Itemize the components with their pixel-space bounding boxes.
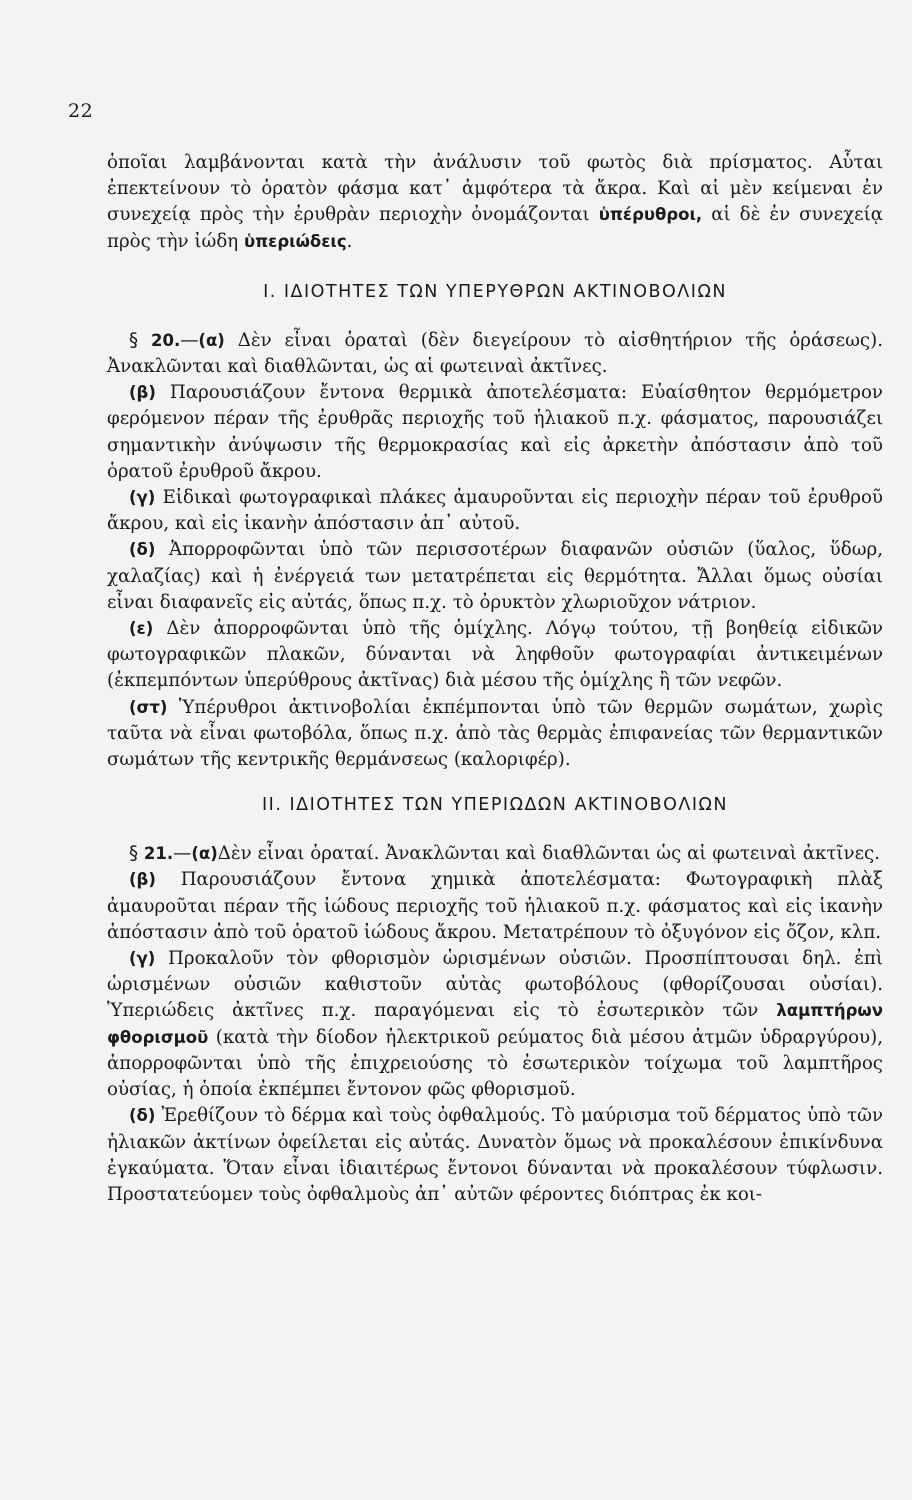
item-text: Δὲν εἶναι ὁραταὶ (δὲν διεγείρουν τὸ αἰσθητήριον τῆς ὁράσεως). Ἀνακλῶνται καὶ διαθλῶνται, ὡς αἱ φωτειναὶ ἀκτῖνες.	[107, 329, 883, 378]
section-sign: §	[129, 329, 139, 351]
paragraph-21-b	[107, 867, 883, 946]
item-label: (γ)	[129, 949, 156, 969]
item-label: (β)	[129, 870, 156, 890]
item-text: Ὑπέρυθροι ἀκτινοβολίαι ἐκπέμπονται ὑπὸ τῶν θερμῶν σωμάτων, χωρὶς ταῦτα νὰ εἶναι φωτοβόλα, ὅπως π.χ. ἀπὸ τὰς θερμὰς ἐπιφανείας τῶν θερμαντικῶν σωμάτων τῆς κεντρικῆς θερμάνσεως (καλοριφέρ).	[107, 696, 883, 771]
item-text: Ἀπορροφῶνται ὑπὸ τῶν περισσοτέρων διαφανῶν οὐσιῶν (ὕαλος, ὕδωρ, χαλαζίας) καὶ ἡ ἐνέργειά των μετατρέπεται εἰς θερμότητα. Ἄλλαι ὅμως οὐσίαι εἶναι διαφανεῖς εἰς αὐτάς, ὅπως π.χ. τὸ ὀρυκτὸν χλωριοῦχον νάτριον.	[107, 539, 883, 613]
intro-text: ὁποῖαι λαμβάνονται κατὰ τὴν ἀνάλυσιν τοῦ φωτὸς διὰ πρίσματος. Αὗται ἐπεκτείνουν τὸ ὁρατὸν φάσμα κατ᾽ ἀμφότερα τὰ ἄκρα. Καὶ αἱ μὲν κείμεναι ἐν συνεχείᾳ πρὸς τὴν ἐρυθρὰν περιοχὴν ὀνομάζονται	[107, 152, 883, 226]
item-label: (δ)	[129, 540, 156, 560]
paragraph-20-e	[107, 616, 883, 695]
paragraph-20-d	[107, 537, 883, 616]
item-text: Ἐρεθίζουν τὸ δέρμα καὶ τοὺς ὀφθαλμούς. Τὸ μαύρισμα τοῦ δέρματος ὑπὸ τῶν ἡλιακῶν ἀκτίνων ὀφείλεται εἰς αὐτάς. Δυνατὸν ὅμως νὰ προκαλέσουν ἐπικίνδυνα ἐγκαύματα. Ὅταν εἶναι ἰδιαιτέρως ἔντονοι δύνανται νὰ προκαλέσουν τύφλωσιν. Προστατεύομεν τοὺς ὀφθαλμοὺς ἀπ᾽ αὐτῶν φέροντες διόπτρας ἐκ κοι-	[107, 1105, 883, 1205]
paragraph-21-d	[107, 1103, 883, 1208]
paragraph-21-c	[107, 946, 883, 1103]
section-heading-infrared: I. ΙΔΙΟΤΗΤΕΣ ΤΩΝ ΥΠΕΡΥΘΡΩΝ ΑΚΤΙΝΟΒΟΛΙΩΝ	[263, 281, 727, 302]
page-body	[107, 150, 883, 1208]
item-label: (δ)	[129, 1106, 156, 1126]
item-text: Δὲν εἶναι ὁραταί. Ἀνακλῶνται καὶ διαθλῶνται ὡς αἱ φωτειναὶ ἀκτῖνες.	[217, 843, 880, 865]
paragraph-20-a	[107, 328, 883, 380]
paragraph-21-a	[107, 841, 883, 867]
intro-paragraph	[107, 150, 883, 255]
item-label: (β)	[129, 383, 156, 403]
item-text: Προκαλοῦν τὸν φθορισμὸν ὡρισμένων οὐσιῶν. Προσπίπτουσαι δηλ. ἐπὶ ὡρισμένων οὐσιῶν καθιστοῦν αὐτὰς φωτοβόλους (φθορίζουσαι οὐσίαι). Ὑπεριώδεις ἀκτῖνες π.χ. παραγόμεναι εἰς τὸ ἐσωτερικὸν τῶν	[107, 948, 883, 1022]
paragraph-20-c	[107, 485, 883, 537]
term-fluorescent-lamps: λαμπτήρων φθορισμοῦ	[107, 1001, 883, 1047]
paragraph-20-f	[107, 695, 883, 774]
intro-text: .	[346, 230, 353, 252]
dash: —	[180, 329, 199, 351]
paragraph-number: 21.	[143, 844, 174, 864]
item-label: (ε)	[129, 619, 154, 639]
paragraph-number: 20.	[150, 330, 181, 350]
section-heading-ultraviolet: II. ΙΔΙΟΤΗΤΕΣ ΤΩΝ ΥΠΕΡΙΩΔΩΝ ΑΚΤΙΝΟΒΟΛΙΩΝ	[262, 795, 728, 816]
item-text: Παρουσιάζουν ἔντονα θερμικὰ ἀποτελέσματα: Εὐαίσθητον θερμόμετρον φερόμενον πέραν τῆς ἐρυθρᾶς περιοχῆς τοῦ ἡλιακοῦ π.χ. φάσματος, παρουσιάζει σημαντικὴν ἀνύψωσιν τῆς θερμοκρασίας καὶ εἰς ἀρκετὴν ἀπόστασιν ἀπὸ τοῦ ὁρατοῦ ἐρυθροῦ ἄκρου.	[107, 382, 883, 482]
intro-text: αἱ δὲ ἐν συνεχείᾳ πρὸς τὴν ἰώδη	[107, 204, 883, 252]
section-sign: §	[129, 843, 139, 865]
item-label: (α)	[198, 330, 225, 350]
item-label: (γ)	[129, 488, 156, 508]
item-text: Παρουσιάζουν ἔντονα χημικὰ ἀποτελέσματα: Φωτογραφικὴ πλὰξ ἀμαυροῦται πέραν τῆς ἰώδους περιοχῆς τοῦ ἡλιακοῦ π.χ. φάσματος καὶ εἰς ἱκανὴν ἀπόστασιν ἀπὸ τοῦ ὁρατοῦ ἰώδους ἄκρου. Μετατρέπουν τὸ ὀξυγόνον εἰς ὄζον, κλπ.	[107, 869, 883, 943]
term-ultraviolet: ὑπεριώδεις	[243, 231, 347, 251]
paragraph-20-b	[107, 380, 883, 485]
dash: —	[173, 843, 192, 865]
item-label: (α)	[191, 844, 218, 864]
item-text: (κατὰ τὴν δίοδον ἠλεκτρικοῦ ρεύματος διὰ μέσου ἀτμῶν ὑδραργύρου), ἀπορροφῶνται ὑπὸ τῆς ἐπιχρειούσης τὸ ἐσωτερικὸν τοίχωμα τοῦ λαμπτῆρος οὐσίας, ἡ ὁποία ἐκπέμπει ἔντονον φῶς φθορισμοῦ.	[107, 1026, 883, 1101]
term-infrared: ὑπέρυθροι,	[598, 205, 703, 225]
item-label: (στ)	[129, 697, 168, 717]
page-number: 22	[68, 100, 94, 122]
item-text: Δὲν ἀπορροφῶνται ὑπὸ τῆς ὁμίχλης. Λόγῳ τούτου, τῇ βοηθείᾳ εἰδικῶν φωτογραφικῶν πλακῶν, δύνανται νὰ ληφθοῦν φωτογραφίαι ἀντικειμένων (ἐκπεμπόντων ὑπερύθρους ἀκτῖνας) διὰ μέσου τῆς ὁμίχλης ἢ τῶν νεφῶν.	[107, 618, 883, 692]
item-text: Εἰδικαὶ φωτογραφικαὶ πλάκες ἀμαυροῦνται εἰς περιοχὴν πέραν τοῦ ἐρυθροῦ ἄκρου, καὶ εἰς ἱκανὴν ἀπόστασιν ἀπ᾽ αὐτοῦ.	[107, 487, 883, 535]
